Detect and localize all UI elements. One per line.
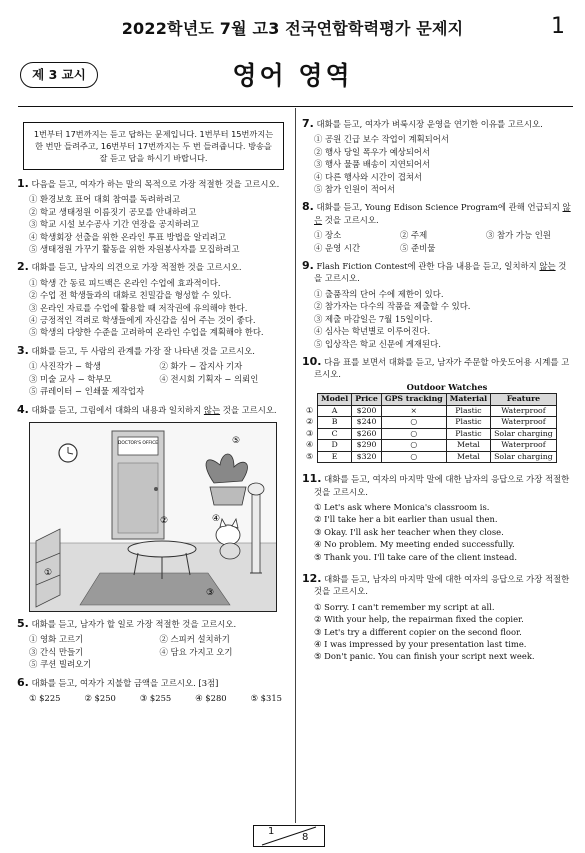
question-stem: 다음을 듣고, 여자가 하는 말의 목적으로 가장 적절한 것을 고르시오. xyxy=(31,179,280,189)
listening-notice: 1번부터 17번까지는 듣고 답하는 문제입니다. 1번부터 15번까지는 한 번만 들려주고, 16번부터 17번까지는 두 번 들려줍니다. 방송을 잘 듣고 답을 하시기 바랍니다. xyxy=(23,122,284,170)
door-icon xyxy=(112,431,164,539)
question-1 xyxy=(17,178,290,255)
question-number: 11. xyxy=(302,472,322,486)
option[interactable]: ② $250 xyxy=(84,692,116,703)
cell: D xyxy=(318,440,352,452)
cell: Waterproof xyxy=(491,405,557,417)
row-marker: ⑤ xyxy=(306,451,313,461)
column-header: Model xyxy=(318,394,352,406)
question-11 xyxy=(302,473,572,563)
option[interactable]: ④ 긍정적인 격려로 학생들에게 자신감을 심어 주는 것이 좋다. xyxy=(29,315,256,326)
option[interactable]: ⑤ $315 xyxy=(250,692,282,703)
question-stem: 대화를 듣고, 남자의 마지막 말에 대한 여자의 응답으로 가장 적절한 것을 고르시오. xyxy=(314,573,570,597)
option[interactable]: ⑤ 생태정원 가꾸기 활동을 위한 자원봉사자를 모집하려고 xyxy=(29,244,240,255)
total-pages: 8 xyxy=(302,832,309,843)
option[interactable]: ⑤ 학생의 다양한 수준을 고려하여 온라인 수업을 계획해야 한다. xyxy=(29,327,264,338)
option[interactable]: ③ Let's try a different copier on the second floor. xyxy=(314,626,522,637)
option[interactable]: ① 장소 xyxy=(314,230,342,241)
question-number: 5. xyxy=(17,616,29,630)
cell: ○ xyxy=(381,428,446,440)
question-number: 1. xyxy=(17,177,29,190)
question-stem-end: 것을 고르시오. xyxy=(322,214,379,225)
cell: Metal xyxy=(446,451,490,463)
marker-2: ② xyxy=(159,515,169,526)
option[interactable]: ② 행사 당일 폭우가 예상되어서 xyxy=(314,146,431,157)
question-5 xyxy=(17,618,290,671)
option[interactable]: ④ 전시회 기획자 − 의뢰인 xyxy=(159,373,259,384)
cell: ○ xyxy=(381,417,446,429)
subject-title: 영어 영역 xyxy=(232,61,353,90)
cell: B xyxy=(318,417,352,429)
question-10 xyxy=(302,356,572,463)
option[interactable]: ⑤ 쿠션 빌려오기 xyxy=(29,659,92,670)
option[interactable]: ② I'll take her a bit earlier than usual then. xyxy=(314,514,498,525)
question-number: 12. xyxy=(302,571,322,585)
marker-5: ⑤ xyxy=(231,435,241,446)
column-header: Feature xyxy=(491,394,557,406)
question-number: 2. xyxy=(17,260,29,274)
option[interactable]: ③ Okay. I'll ask her teacher when they close. xyxy=(314,526,504,537)
column-header: GPS tracking xyxy=(381,394,446,406)
option[interactable]: ④ 학생회장 선출을 위한 온라인 투표 방법을 알리려고 xyxy=(29,231,226,242)
marker-4: ④ xyxy=(211,513,221,524)
option[interactable]: ④ No problem. My meeting ended successfully. xyxy=(314,539,515,550)
option[interactable]: ① Let's ask where Monica's classroom is. xyxy=(314,501,490,512)
table-row[interactable] xyxy=(306,428,556,440)
cell: ○ xyxy=(381,440,446,452)
option[interactable]: ⑤ 큐레이터 − 인쇄물 제작업자 xyxy=(29,386,145,397)
question-number: 3. xyxy=(17,343,29,357)
option[interactable]: ② 주제 xyxy=(400,230,428,241)
doctor-office-scene xyxy=(30,423,276,611)
option[interactable]: ③ 미술 교사 − 학부모 xyxy=(29,373,112,384)
column-header: Price xyxy=(352,394,382,406)
question-6 xyxy=(17,677,290,705)
page-indicator xyxy=(253,825,325,847)
option[interactable]: ④ 다른 행사와 시간이 겹쳐서 xyxy=(314,171,423,182)
watch-table xyxy=(306,393,557,463)
option[interactable]: ① 출품작의 단어 수에 제한이 있다. xyxy=(314,288,444,299)
option[interactable]: ① 사진작가 − 학생 xyxy=(29,361,101,372)
question-stem: 대화를 듣고, 그림에서 대화의 내용과 일치하지 xyxy=(31,404,204,415)
current-page: 1 xyxy=(268,826,275,837)
question-9 xyxy=(302,260,572,350)
session-badge: 제 3 교시 xyxy=(20,62,98,88)
slash-divider xyxy=(254,826,324,846)
option[interactable]: ③ 행사 물품 배송이 지연되어서 xyxy=(314,159,431,170)
cell: Waterproof xyxy=(491,417,557,429)
question-stem: 대화를 듣고, 남자의 의견으로 가장 적절한 것을 고르시오. xyxy=(31,262,242,273)
question-stem: Flash Fiction Contest에 관한 다음 내용을 듣고, 일치하지 xyxy=(316,261,540,272)
cell: ○ xyxy=(381,451,446,463)
cell: Plastic xyxy=(446,428,490,440)
cell: A xyxy=(318,405,352,417)
option[interactable]: ⑤ Don't panic. You can finish your script next week. xyxy=(314,651,535,662)
marker-3: ③ xyxy=(205,587,215,598)
option[interactable]: ④ 심사는 학년별로 이루어진다. xyxy=(314,326,431,337)
option[interactable]: ⑤ 참가 인원이 적어서 xyxy=(314,184,396,195)
cell: Waterproof xyxy=(491,440,557,452)
question-number: 8. xyxy=(302,200,314,214)
option[interactable]: ⑤ 준비물 xyxy=(400,242,436,253)
option[interactable]: ④ I was impressed by your presentation last time. xyxy=(314,639,527,649)
option[interactable]: ③ 온라인 자료를 수업에 활용할 때 저작권에 유의해야 한다. xyxy=(29,302,248,313)
option[interactable]: ① 영화 고르기 xyxy=(29,634,84,645)
cell: $200 xyxy=(352,405,382,417)
question-number: 7. xyxy=(302,117,314,130)
question-stem: 대화를 듣고, 여자가 벼룩시장 운영을 연기한 이유를 고르시오. xyxy=(316,119,543,129)
option[interactable]: ② 학교 생태정원 이름짓기 공모를 안내하려고 xyxy=(29,206,197,217)
question-stem: 대화를 듣고, Young Edison Science Program에 관해 언급되지 xyxy=(316,202,563,213)
table-row[interactable] xyxy=(306,417,556,429)
question-3 xyxy=(17,345,290,398)
option[interactable]: ⑤ 입상작은 학교 신문에 게재된다. xyxy=(314,338,441,349)
left-column xyxy=(17,118,290,710)
question-2 xyxy=(17,261,290,338)
question-number: 9. xyxy=(302,259,314,273)
option[interactable]: ① $225 xyxy=(29,692,61,703)
room-illustration xyxy=(29,422,277,612)
option[interactable]: ⑤ Thank you. I'll take care of the client instead. xyxy=(314,551,518,562)
cell: E xyxy=(318,451,352,463)
option[interactable]: ② 참가자는 다수의 작품을 제출할 수 있다. xyxy=(314,301,471,312)
option[interactable]: ① Sorry. I can't remember my script at all. xyxy=(314,601,495,612)
table-row[interactable] xyxy=(306,405,556,417)
option[interactable]: ③ 참가 가능 인원 xyxy=(486,230,551,241)
cell: $260 xyxy=(352,428,382,440)
table-header-row xyxy=(306,394,556,406)
cell: × xyxy=(381,405,446,417)
question-stem: 대화를 듣고, 두 사람의 관계를 가장 잘 나타낸 것을 고르시오. xyxy=(31,345,255,356)
question-12 xyxy=(302,573,572,663)
question-number: 6. xyxy=(17,675,29,689)
row-marker: ① xyxy=(306,405,313,415)
page-number: 1 xyxy=(551,14,565,39)
negation-underline: 않은 xyxy=(314,202,571,225)
exam-title: 2022학년도 7월 고3 전국연합학력평가 문제지 xyxy=(121,19,464,38)
option[interactable]: ③ 학교 시설 보수공사 기간 연장을 공지하려고 xyxy=(29,219,199,230)
wall-clock-icon xyxy=(59,444,77,462)
option[interactable]: ③ 간식 만들기 xyxy=(29,646,84,657)
question-stem: 다음 표를 보면서 대화를 듣고, 남자가 주문할 아웃도어용 시계를 고르시오. xyxy=(314,356,570,380)
row-marker: ② xyxy=(306,417,313,427)
option[interactable]: ④ 운영 시간 xyxy=(314,242,361,253)
blank-header xyxy=(306,394,318,406)
option[interactable]: ③ $255 xyxy=(139,692,172,703)
cell: Metal xyxy=(446,440,490,452)
table-title: Outdoor Watches xyxy=(406,381,488,392)
option[interactable]: ③ 제출 마감일은 7월 15일이다. xyxy=(314,313,433,324)
row-marker: ③ xyxy=(306,428,313,438)
table-row[interactable] xyxy=(306,451,556,463)
option[interactable]: ② 수업 전 학생들과의 대화로 친밀감을 형성할 수 있다. xyxy=(29,290,232,301)
cell: Solar charging xyxy=(491,451,557,463)
cell: Solar charging xyxy=(491,428,557,440)
question-number: 10. xyxy=(302,354,322,368)
question-7 xyxy=(302,118,572,195)
option[interactable]: ② 스피커 설치하기 xyxy=(159,634,230,645)
door-sign: DOCTOR'S OFFICE xyxy=(117,440,159,446)
question-stem: 대화를 듣고, 여자의 마지막 말에 대한 남자의 응답으로 가장 적절한 것을 고르시오. xyxy=(314,474,570,497)
right-column xyxy=(302,118,572,669)
cell: Plastic xyxy=(446,417,490,429)
header-rule xyxy=(18,106,573,107)
cell: $240 xyxy=(352,417,382,429)
negation-underline: 않는 xyxy=(203,404,221,415)
negation-underline: 않는 xyxy=(539,261,556,272)
option[interactable]: ① 학생 간 동료 피드백은 온라인 수업에 효과적이다. xyxy=(29,277,221,288)
option[interactable]: ② With your help, the repairman fixed the copier. xyxy=(314,614,524,625)
cell: C xyxy=(318,428,352,440)
question-stem: 대화를 듣고, 여자가 지불할 금액을 고르시오. [3점] xyxy=(31,677,219,688)
option[interactable]: ④ $280 xyxy=(195,692,227,703)
option[interactable]: ② 화가 − 잡지사 기자 xyxy=(159,361,243,372)
option[interactable]: ④ 담요 가지고 오기 xyxy=(159,646,233,657)
column-divider xyxy=(295,108,296,823)
cell: Plastic xyxy=(446,405,490,417)
question-8 xyxy=(302,201,572,254)
question-stem-end: 것을 고르시오. xyxy=(314,261,567,284)
cell: $290 xyxy=(352,440,382,452)
question-number: 4. xyxy=(17,402,29,416)
cell: $320 xyxy=(352,451,382,463)
column-header: Material xyxy=(446,394,490,406)
option[interactable]: ① 환경보호 표어 대회 참여를 독려하려고 xyxy=(29,194,181,205)
question-4 xyxy=(17,404,290,612)
table-row[interactable] xyxy=(306,440,556,452)
question-stem-end: 것을 고르시오. xyxy=(220,404,277,415)
marker-1: ① xyxy=(43,567,53,578)
option[interactable]: ① 공원 긴급 보수 작업이 계획되어서 xyxy=(314,134,449,145)
row-marker: ④ xyxy=(306,440,313,450)
question-stem: 대화를 듣고, 남자가 할 일로 가장 적절한 것을 고르시오. xyxy=(31,618,237,629)
